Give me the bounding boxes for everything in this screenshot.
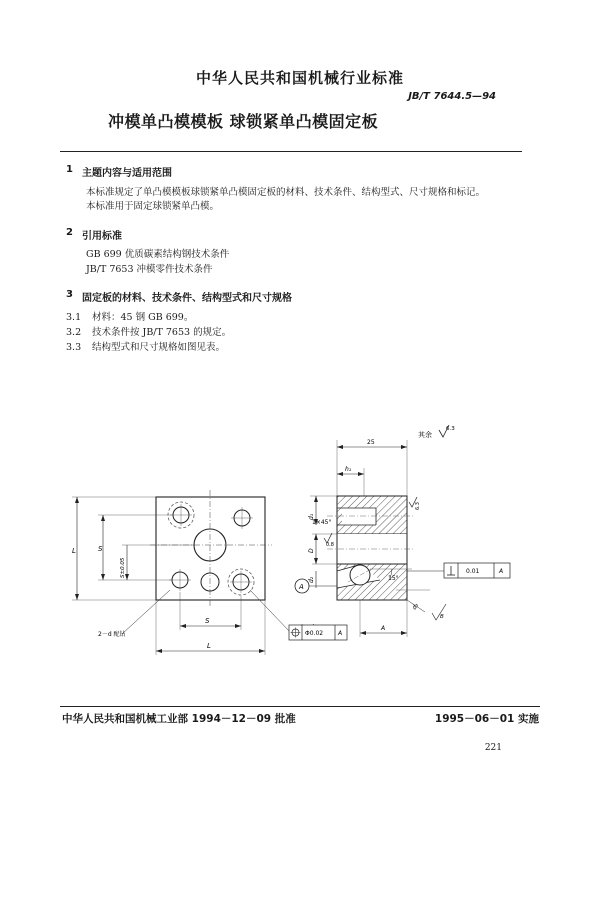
svg-text:A: A [499, 568, 504, 575]
reference-gb699: GB 699 优质碳素结构钢技术条件 [86, 249, 230, 260]
item-3-3-number: 3.3 [66, 342, 82, 353]
svg-text:h₁: h₁ [345, 466, 352, 473]
effective-date: 1995－06－01 实施 [434, 713, 539, 725]
svg-text:6.3: 6.3 [415, 502, 421, 510]
svg-text:A: A [338, 630, 343, 637]
item-3-1-text: 材料：45 钢 GB 699。 [92, 312, 194, 323]
svg-text:15°: 15° [388, 575, 399, 582]
svg-text:L: L [207, 642, 211, 650]
standard-category-title: 中华人民共和国机械行业标准 [195, 69, 404, 87]
approval-note: 中华人民共和国机械工业部 1994－12－09 批准 [62, 713, 296, 725]
section-view [295, 439, 510, 637]
svg-text:A: A [381, 625, 386, 632]
svg-text:其余: 其余 [418, 431, 432, 439]
svg-text:2－d 配钻: 2－d 配钻 [98, 631, 126, 638]
svg-text:A: A [299, 583, 304, 591]
svg-text:d₃: d₃ [410, 602, 421, 612]
section-2-number: 2 [66, 227, 73, 238]
page-number: 221 [484, 743, 502, 753]
svg-text:D: D [308, 548, 315, 553]
svg-text:B: B [440, 614, 444, 620]
svg-text:25: 25 [367, 439, 375, 446]
surface-finish-note [418, 425, 455, 439]
reference-jbt7653: JB/T 7653 冲模零件技术条件 [86, 264, 213, 275]
section-1-number: 1 [66, 164, 73, 175]
position-tolerance-frame [289, 625, 347, 640]
section-1-line-1: 本标准规定了单凸模模板球锁紧单凸模固定板的材料、技术条件、结构型式、尺寸规格和标记。 [86, 187, 486, 198]
svg-text:L: L [72, 547, 76, 555]
section-1-line-2: 本标准用于固定球锁紧单凸模。 [86, 201, 220, 212]
item-3-1-number: 3.1 [66, 312, 82, 323]
item-3-3-text: 结构型式和尺寸规格如图见表。 [92, 342, 226, 353]
svg-text:S±0.05: S±0.05 [120, 557, 126, 578]
locking-ball [350, 565, 370, 585]
svg-text:S: S [205, 617, 210, 625]
svg-text:6.3: 6.3 [446, 426, 455, 432]
svg-text:d₁: d₁ [308, 513, 315, 520]
item-3-2-number: 3.2 [66, 327, 82, 338]
section-3-number: 3 [66, 289, 73, 300]
perpendicularity-tolerance-frame [444, 563, 510, 578]
svg-text:0.01: 0.01 [466, 568, 480, 575]
svg-text:1×45°: 1×45° [312, 519, 332, 526]
svg-text:S: S [98, 545, 103, 553]
plan-view [72, 490, 347, 655]
section-1-heading: 主题内容与适用范围 [82, 168, 172, 179]
section-3-heading: 固定板的材料、技术条件、结构型式和尺寸规格 [82, 293, 292, 304]
svg-text:Φ0.02: Φ0.02 [305, 630, 324, 637]
document-title: 冲模单凸模模板 球锁紧单凸模固定板 [108, 112, 379, 131]
footer-divider [60, 706, 540, 707]
standard-code: JB/T 7644.5—94 [408, 91, 496, 102]
item-3-2-text: 技术条件按 JB/T 7653 的规定。 [92, 327, 232, 338]
svg-text:0.8: 0.8 [326, 542, 334, 548]
section-2-heading: 引用标准 [82, 231, 122, 242]
svg-text:d₂: d₂ [308, 576, 315, 583]
